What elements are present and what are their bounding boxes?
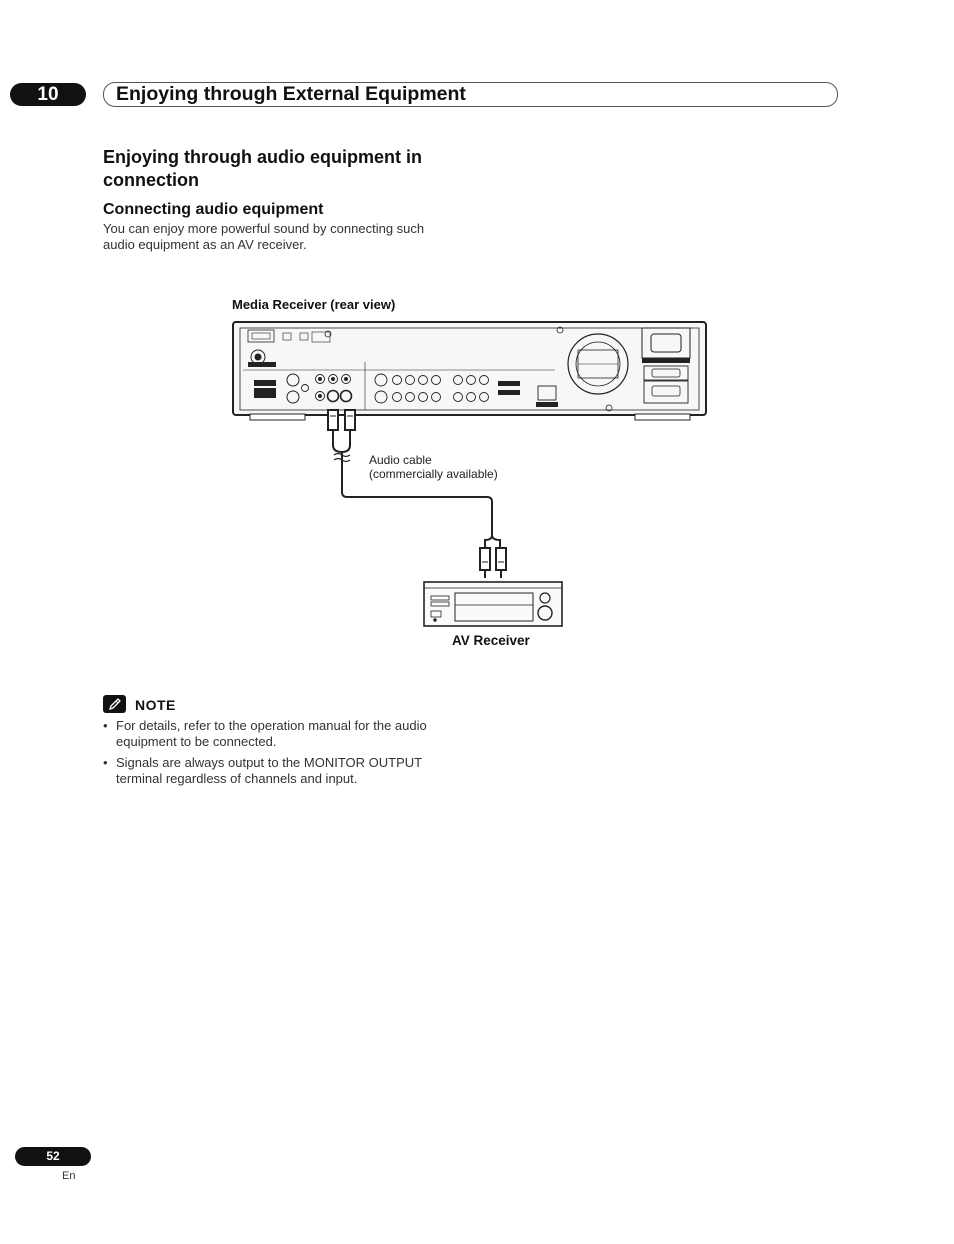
note-item: • Signals are always output to the MONITOR OUTPUT terminal regardless of channels and input. <box>103 755 463 787</box>
note-heading: NOTE <box>135 697 176 713</box>
intro-paragraph: You can enjoy more powerful sound by connecting such audio equipment as an AV receiver. <box>103 221 425 252</box>
page-number: 52 <box>46 1149 60 1163</box>
chapter-title: Enjoying through External Equipment <box>116 83 466 105</box>
page-language: En <box>62 1170 76 1182</box>
section-title: Enjoying through audio equipment in connection <box>103 147 422 190</box>
chapter-number: 10 <box>37 84 59 105</box>
media-receiver-label: Media Receiver (rear view) <box>232 297 396 312</box>
pencil-note-icon <box>103 695 126 713</box>
pencil-glyph <box>103 695 126 713</box>
audio-cable-label-line1: Audio cable <box>369 453 432 467</box>
av-receiver-device <box>424 582 562 626</box>
page-number-tab <box>15 1147 91 1166</box>
av-receiver-label: AV Receiver <box>452 633 530 648</box>
note-list <box>103 718 463 792</box>
note-item: • For details, refer to the operation manual for the audio equipment to be connected. <box>103 718 463 750</box>
audio-cable <box>328 410 506 578</box>
media-receiver-rear-panel <box>233 322 706 420</box>
subsection-title: Connecting audio equipment <box>103 201 324 218</box>
audio-cable-label-line2: (commercially available) <box>369 467 498 481</box>
